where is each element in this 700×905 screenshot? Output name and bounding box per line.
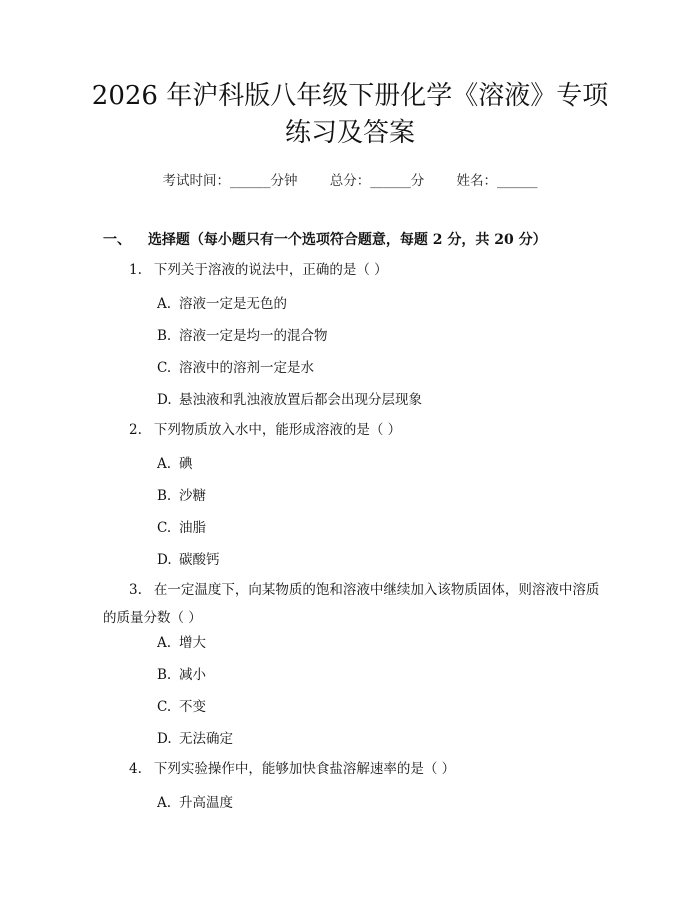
- option-letter: C.: [157, 360, 172, 376]
- question-number: 2.: [129, 422, 142, 438]
- option-letter: A.: [157, 635, 172, 651]
- option: [157, 356, 314, 376]
- exam-name: 姓名：______: [456, 173, 538, 189]
- option-text: 升高温度: [179, 795, 233, 811]
- exam-meta: [0, 169, 700, 189]
- option-text: 碳酸钙: [179, 552, 220, 568]
- option-letter: C.: [157, 520, 172, 536]
- option: [157, 663, 206, 683]
- option: [157, 452, 193, 472]
- option-text: 减小: [179, 667, 206, 683]
- title-line-2: 练习及答案: [284, 118, 415, 148]
- option-letter: B.: [157, 488, 172, 504]
- option-text: 溶液中的溶剂一定是水: [179, 360, 314, 376]
- section-number: 一、: [103, 232, 131, 248]
- option: [157, 548, 220, 568]
- option: [157, 727, 233, 747]
- exam-time: 考试时间：______分钟: [162, 173, 298, 189]
- option-text: 碘: [179, 456, 193, 472]
- question-text: 下列关于溶液的说法中，正确的是（ ）: [153, 262, 388, 278]
- option: [157, 791, 233, 811]
- exam-score: 总分：______分: [329, 173, 425, 189]
- option-text: 增大: [179, 635, 206, 651]
- option-text: 油脂: [179, 520, 206, 536]
- question-text: 在一定温度下，向某物质的饱和溶液中继续加入该物质固体，则溶液中溶质的质量分数（ ）: [103, 582, 600, 626]
- question-number: 3.: [129, 582, 142, 598]
- question-number: 1.: [129, 262, 142, 278]
- option-text: 无法确定: [179, 731, 233, 747]
- option: [157, 695, 206, 715]
- option-letter: C.: [157, 699, 172, 715]
- option-letter: B.: [157, 328, 172, 344]
- question-3: [103, 576, 603, 632]
- question-text: 下列实验操作中，能够加快食盐溶解速率的是（ ）: [153, 761, 456, 777]
- option: [157, 388, 422, 408]
- option: [157, 324, 328, 344]
- question-4: [103, 755, 603, 783]
- document-title: [60, 78, 640, 152]
- option-letter: D.: [157, 552, 172, 568]
- option-letter: D.: [157, 731, 172, 747]
- option-letter: B.: [157, 667, 172, 683]
- option-letter: A.: [157, 296, 172, 312]
- question-2: [103, 416, 603, 444]
- option-letter: A.: [157, 456, 172, 472]
- option-text: 溶液一定是均一的混合物: [179, 328, 328, 344]
- option: [157, 631, 206, 651]
- title-line-1: 2026 年沪科版八年级下册化学《溶液》专项: [91, 81, 609, 111]
- section-heading: [103, 229, 547, 249]
- option-letter: A.: [157, 795, 172, 811]
- option: [157, 484, 206, 504]
- option-letter: D.: [157, 392, 172, 408]
- option-text: 沙糖: [179, 488, 206, 504]
- section-title: 选择题（每小题只有一个选项符合题意，每题 2 分，共 20 分）: [147, 232, 547, 248]
- question-number: 4.: [129, 761, 142, 777]
- option-text: 溶液一定是无色的: [179, 296, 287, 312]
- option-text: 不变: [179, 699, 206, 715]
- option: [157, 516, 206, 536]
- question-1: [103, 256, 603, 284]
- option-text: 悬浊液和乳浊液放置后都会出现分层现象: [179, 392, 422, 408]
- question-text: 下列物质放入水中，能形成溶液的是（ ）: [153, 422, 402, 438]
- option: [157, 292, 287, 312]
